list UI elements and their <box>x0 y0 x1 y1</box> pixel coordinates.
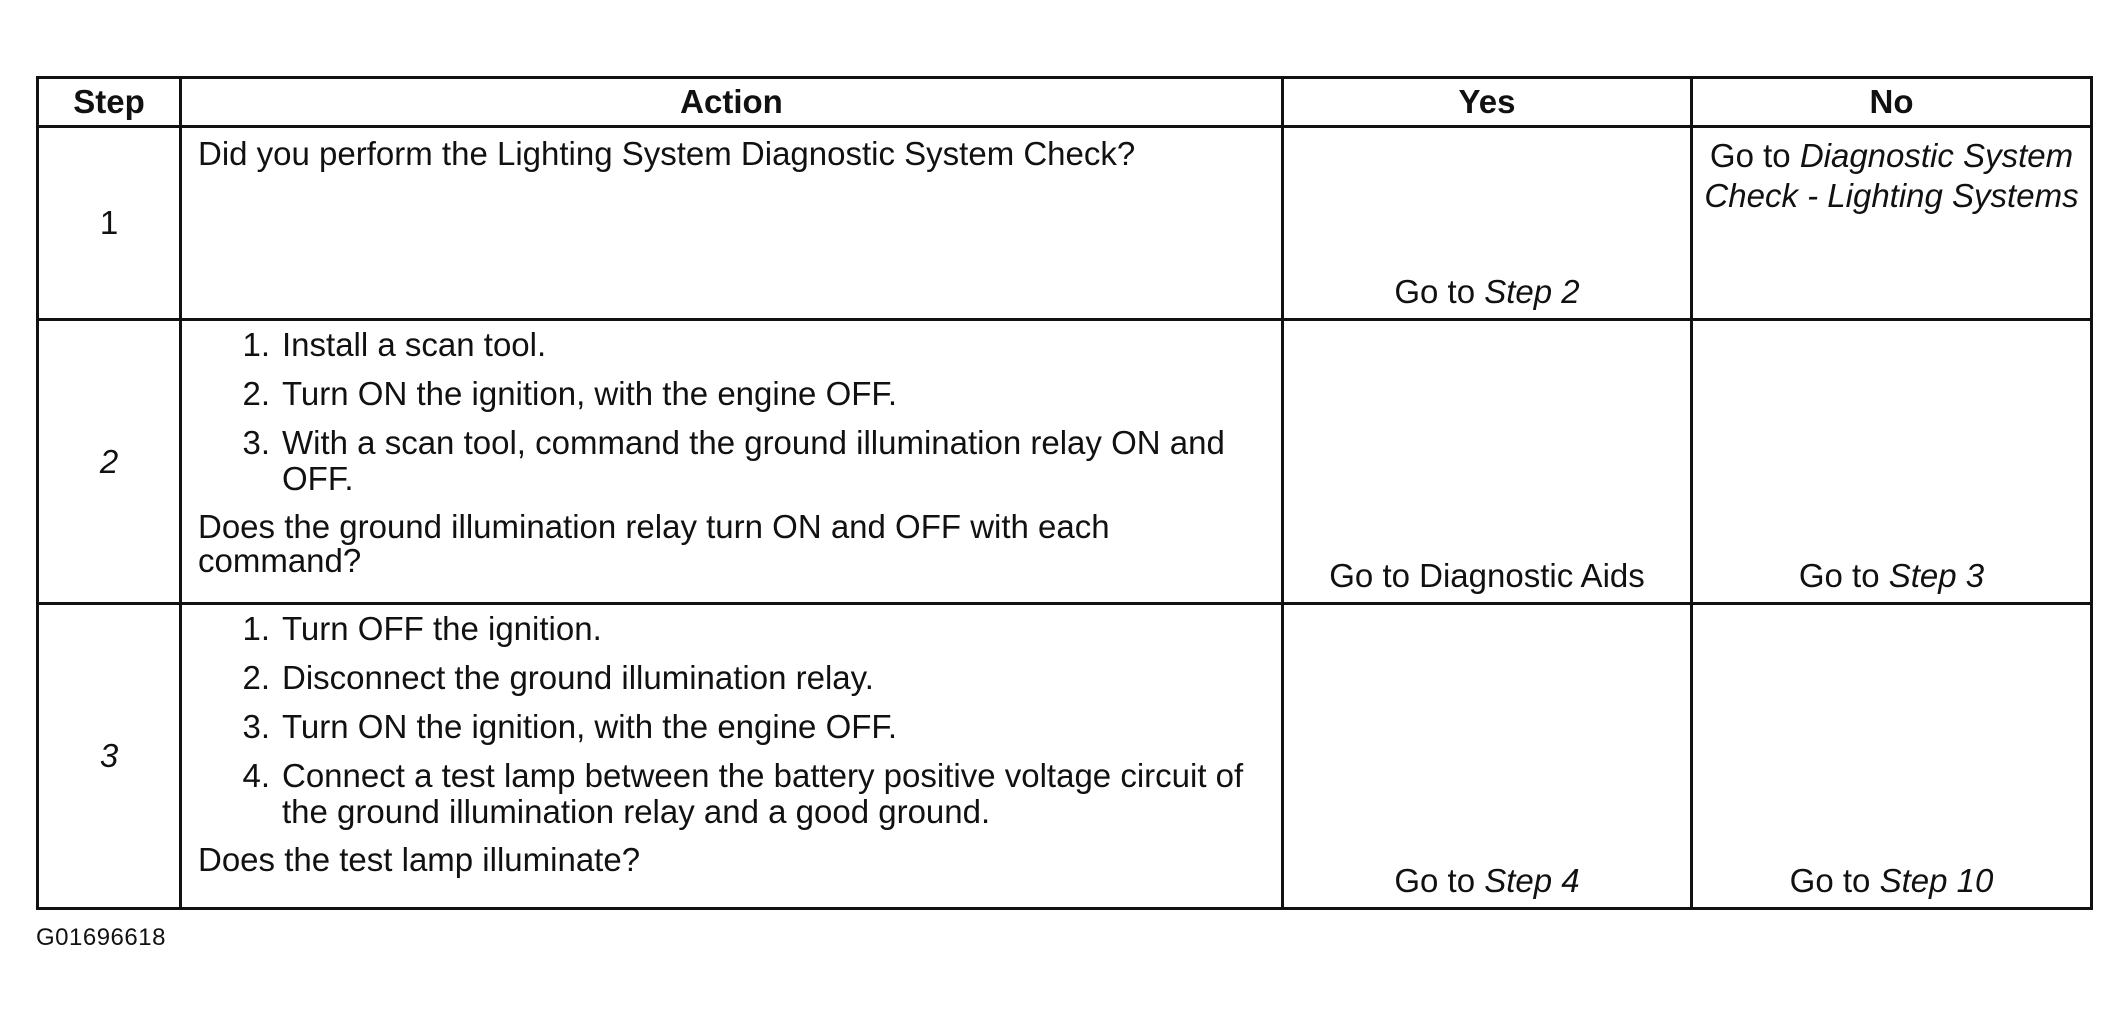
action-question: Does the test lamp illuminate? <box>198 841 641 878</box>
action-step-number: 3. <box>242 708 270 745</box>
yes-prefix: Go to <box>1394 862 1485 899</box>
action-step-text: Install a scan tool. <box>282 326 547 363</box>
no-column-header: No <box>1692 78 2092 127</box>
action-step <box>198 327 1271 363</box>
action-step-text: Turn ON the ignition, with the engine OFF. <box>282 375 898 412</box>
action-step-number: 3. <box>242 424 270 461</box>
action-cell <box>181 127 1283 320</box>
table-row <box>38 127 2092 320</box>
no-step-link[interactable]: Step 3 <box>1888 557 1985 594</box>
table-header-row <box>38 78 2092 127</box>
action-steps-list <box>198 611 1271 830</box>
action-step <box>198 425 1271 497</box>
action-question: Did you perform the Lighting System Diagnostic System Check? <box>198 135 1136 172</box>
action-step <box>198 660 1271 696</box>
yes-cell <box>1283 320 1692 604</box>
action-step-text: Turn OFF the ignition. <box>282 610 602 647</box>
action-step-text: With a scan tool, command the ground illumination relay ON and OFF. <box>282 424 1225 497</box>
action-step-text: Connect a test lamp between the battery positive voltage circuit of the ground illumination relay and a good ground. <box>282 757 1244 830</box>
no-prefix: Go to <box>1789 862 1880 899</box>
yes-diagnostic-aids-link[interactable]: Go to Diagnostic Aids <box>1329 557 1645 594</box>
action-cell <box>181 604 1283 909</box>
diagnostic-table <box>36 76 2093 910</box>
action-step-number: 1. <box>242 610 270 647</box>
table-row <box>38 320 2092 604</box>
no-procedure-link[interactable]: Diagnostic System Check - Lighting Systems <box>1704 137 2079 214</box>
action-cell <box>181 320 1283 604</box>
no-cell <box>1692 320 2092 604</box>
yes-cell <box>1283 604 1692 909</box>
action-step-number: 4. <box>242 757 270 794</box>
yes-cell <box>1283 127 1692 320</box>
yes-column-header: Yes <box>1283 78 1692 127</box>
yes-prefix: Go to <box>1394 273 1485 310</box>
action-step-text: Disconnect the ground illumination relay. <box>282 659 874 696</box>
figure-id: G01696618 <box>36 924 166 951</box>
action-step-text: Turn ON the ignition, with the engine OFF. <box>282 708 898 745</box>
no-prefix: Go to <box>1709 137 1800 174</box>
step-number: 1 <box>38 127 181 320</box>
diagnostic-table-container <box>36 76 2090 910</box>
action-step <box>198 709 1271 745</box>
action-step <box>198 611 1271 647</box>
action-step-number: 2. <box>242 375 270 412</box>
action-step-number: 2. <box>242 659 270 696</box>
action-step <box>198 376 1271 412</box>
step-column-header: Step <box>38 78 181 127</box>
yes-step-link[interactable]: Step 2 <box>1484 273 1580 310</box>
yes-step-link[interactable]: Step 4 <box>1484 862 1580 899</box>
step-number: 3 <box>38 604 181 909</box>
action-step-number: 1. <box>242 326 270 363</box>
step-number: 2 <box>38 320 181 604</box>
action-question: Does the ground illumination relay turn ON and OFF with each command? <box>198 508 1110 579</box>
no-cell <box>1692 604 2092 909</box>
action-step <box>198 758 1271 830</box>
table-row <box>38 604 2092 909</box>
action-column-header: Action <box>181 78 1283 127</box>
no-prefix: Go to <box>1798 557 1889 594</box>
no-step-link[interactable]: Step 10 <box>1879 862 1994 899</box>
no-cell <box>1692 127 2092 320</box>
action-steps-list <box>198 327 1271 497</box>
